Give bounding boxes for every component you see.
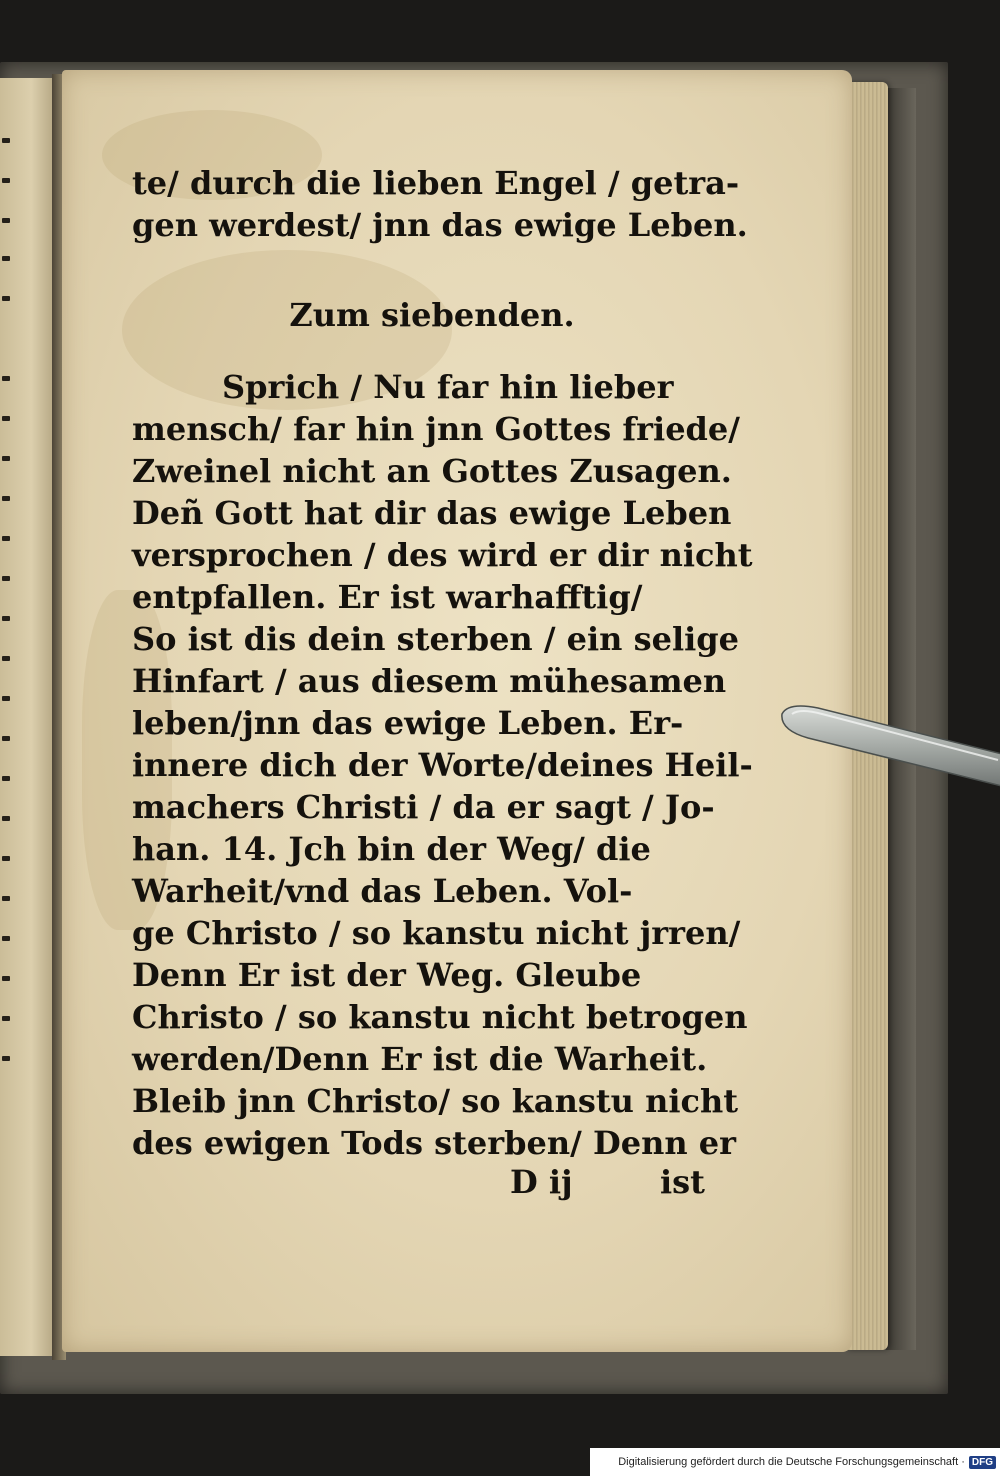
text-line: machers Christi / da er sagt / Jo- bbox=[132, 788, 715, 826]
text-line: leben/jnn das ewige Leben. Er- bbox=[132, 704, 684, 742]
text-line: Sprich / Nu far hin lieber bbox=[222, 368, 674, 406]
text-line: Warheit/vnd das Leben. Vol- bbox=[132, 872, 633, 910]
text-line: te/ durch die lieben Engel / getra- bbox=[132, 164, 740, 202]
text-line: mensch/ far hin jnn Gottes friede/ bbox=[132, 410, 740, 448]
digitization-credit bbox=[590, 1448, 1000, 1476]
catchword: ist bbox=[660, 1163, 705, 1201]
text-line: werden/Denn Er ist die Warheit. bbox=[132, 1040, 708, 1078]
dfg-logo: DFG bbox=[969, 1456, 996, 1469]
credit-text: Digitalisierung gefördert durch die Deutsche Forschungsgemeinschaft · bbox=[618, 1456, 965, 1468]
signature-mark: D ij bbox=[510, 1163, 573, 1201]
page-weight-pointer-icon bbox=[778, 700, 1000, 790]
section-heading: Zum siebenden. bbox=[289, 296, 575, 334]
text-line: Christo / so kanstu nicht betrogen bbox=[132, 998, 748, 1036]
text-line: Deñ Gott hat dir das ewige Leben bbox=[132, 494, 732, 532]
left-page-edge bbox=[0, 78, 54, 1356]
text-line: Denn Er ist der Weg. Gleube bbox=[132, 956, 642, 994]
text-line: des ewigen Tods sterben/ Denn er bbox=[132, 1124, 736, 1162]
text-line: versprochen / des wird er dir nicht bbox=[132, 536, 753, 574]
text-line: Bleib jnn Christo/ so kanstu nicht bbox=[132, 1082, 739, 1120]
text-line: innere dich der Worte/deines Heil- bbox=[132, 746, 753, 784]
text-line: han. 14. Jch bin der Weg/ die bbox=[132, 830, 651, 868]
text-line: So ist dis dein sterben / ein selige bbox=[132, 620, 739, 658]
text-line: ge Christo / so kanstu nicht jrren/ bbox=[132, 914, 741, 952]
text-line: Zweinel nicht an Gottes Zusagen. bbox=[132, 452, 732, 490]
text-line: Hinfart / aus diesem mühesamen bbox=[132, 662, 727, 700]
text-line: entpfallen. Er ist warhafftig/ bbox=[132, 578, 643, 616]
text-line: gen werdest/ jnn das ewige Leben. bbox=[132, 206, 748, 244]
